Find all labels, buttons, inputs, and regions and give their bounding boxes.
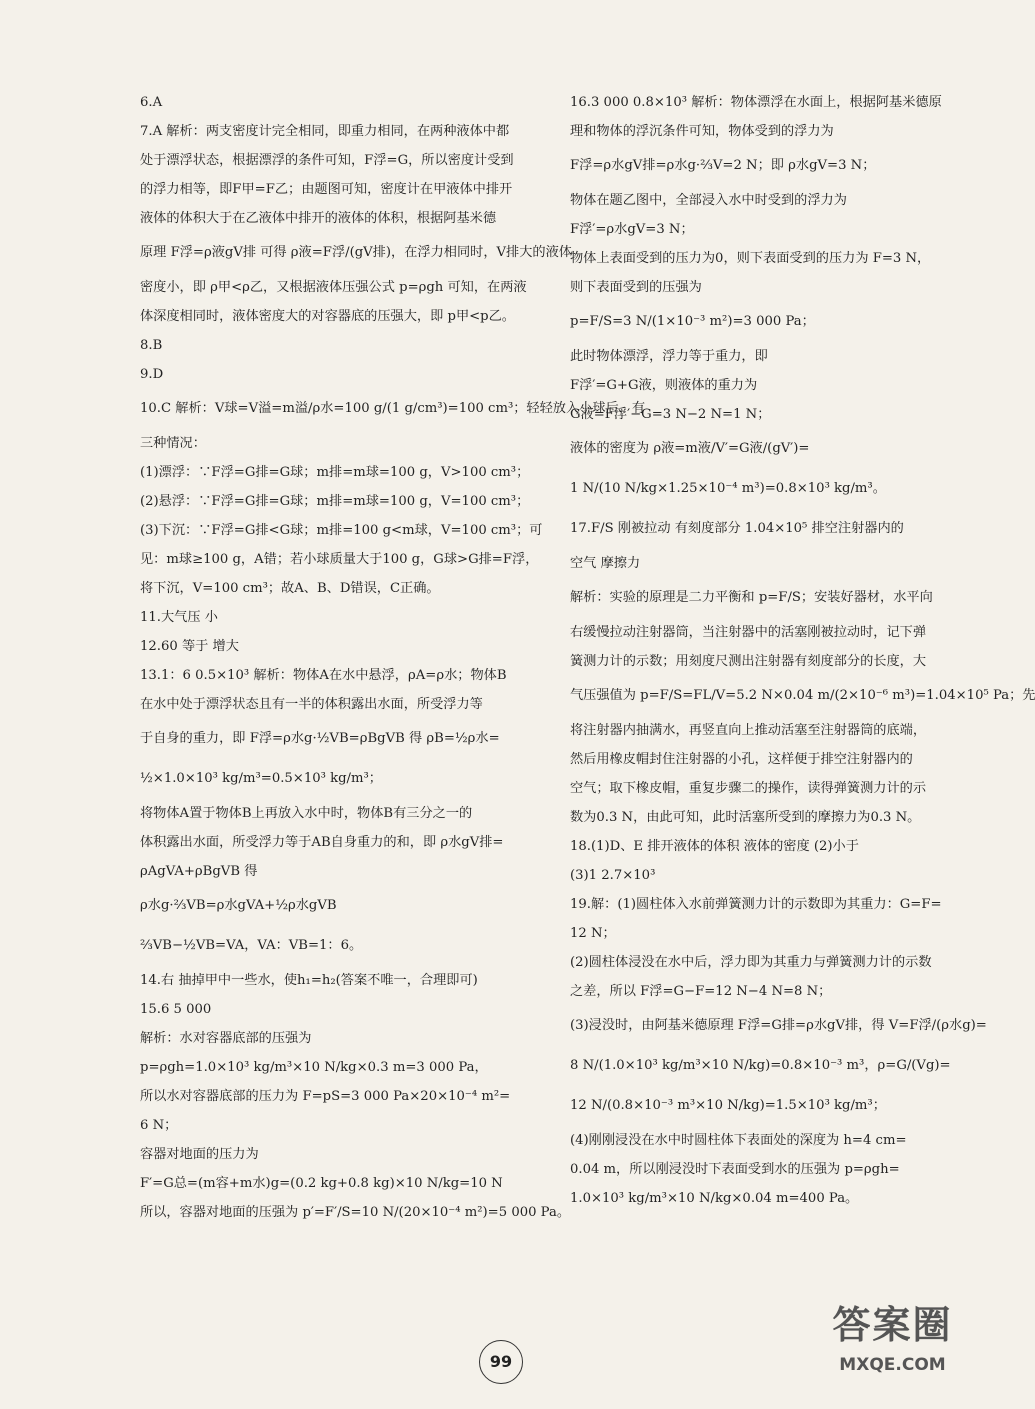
answer-16-line: 1 N/(10 N/kg×1.25×10⁻⁴ m³)=0.8×10³ kg/m³。	[570, 481, 886, 496]
answer-13-line: 将物体A置于物体B上再放入水中时，物体B有三分之一的	[140, 806, 473, 821]
answer-19-line: 之差，所以 F浮=G−F=12 N−4 N=8 N；	[570, 984, 832, 999]
answer-9: 9.D	[140, 367, 164, 382]
answer-13-line: ⅔VB−½VB=VA，VA：VB=1：6。	[140, 938, 363, 953]
right-column	[570, 88, 1035, 1213]
answer-17: 17.F/S 刚被拉动 有刻度部分 1.04×10⁵ 排空注射器内的	[570, 521, 904, 536]
answer-13-line: ρAgVA+ρBgVB 得	[140, 864, 258, 879]
page-number: 99	[479, 1340, 523, 1384]
answer-17-line: 将注射器内抽满水，再竖直向上推动活塞至注射器筒的底端，	[570, 723, 927, 738]
answer-17-line: 右缓慢拉动注射器筒，当注射器中的活塞刚被拉动时，记下弹	[570, 625, 927, 640]
answer-7: 7.A 解析：两支密度计完全相同，即重力相同，在两种液体中都	[140, 124, 510, 139]
answer-19-line: (4)刚刚浸没在水中时圆柱体下表面处的深度为 h=4 cm=	[570, 1133, 907, 1148]
answer-17-line: 数为0.3 N，由此可知，此时活塞所受到的摩擦力为0.3 N。	[570, 810, 921, 825]
answer-16: 16.3 000 0.8×10³ 解析：物体漂浮在水面上，根据阿基米德原	[570, 95, 942, 110]
answer-10: 10.C 解析：V球=V溢=m溢/ρ水=100 g/(1 g/cm³)=100 cm³；轻轻放入小球后，有	[140, 401, 646, 416]
answer-13-line: 体积露出水面，所受浮力等于AB自身重力的和，即 ρ水gV排=	[140, 835, 504, 850]
answer-19-line: 12 N/(0.8×10⁻³ m³×10 N/kg)=1.5×10³ kg/m³；	[570, 1098, 886, 1113]
answer-15-line: 6 N；	[140, 1118, 178, 1133]
answer-16-line: 液体的密度为 ρ液=m液/V′=G液/(gV′)=	[570, 441, 810, 456]
answer-7-line: 的浮力相等，即F甲=F乙；由题图可知，密度计在甲液体中排开	[140, 182, 513, 197]
answer-6: 6.A	[140, 95, 163, 110]
answer-16-line: F浮=ρ水gV排=ρ水g·⅔V=2 N；即 ρ水gV=3 N；	[570, 158, 876, 173]
answer-14: 14.右 抽掉甲中一些水，使h₁=h₂(答案不唯一，合理即可)	[140, 973, 478, 988]
answer-10-line: 三种情况：	[140, 436, 206, 451]
answer-19-line: 8 N/(1.0×10³ kg/m³×10 N/kg)=0.8×10⁻³ m³，ρ=G/(Vg)=	[570, 1058, 951, 1073]
answer-15-line: 解析：水对容器底部的压强为	[140, 1031, 312, 1046]
answer-7-line: 体深度相同时，液体密度大的对容器底的压强大，即 p甲<p乙。	[140, 309, 515, 324]
answer-13-line: 于自身的重力，即 F浮=ρ水g·½VB=ρBgVB 得 ρB=½ρ水=	[140, 731, 500, 746]
answer-7-line: 密度小，即 ρ甲<ρ乙，又根据液体压强公式 p=ρgh 可知，在两液	[140, 280, 527, 295]
answer-16-line: 此时物体漂浮，浮力等于重力，即	[570, 349, 768, 364]
answer-7-line: 液体的体积大于在乙液体中排开的液体的体积，根据阿基米德	[140, 211, 497, 226]
answer-13-line: 在水中处于漂浮状态且有一半的体积露出水面，所受浮力等	[140, 697, 483, 712]
answer-16-line: 理和物体的浮沉条件可知，物体受到的浮力为	[570, 124, 834, 139]
answer-16-line: F浮′=G+G液，则液体的重力为	[570, 378, 758, 393]
answer-17-line: 然后用橡皮帽封住注射器的小孔，这样便于排空注射器内的	[570, 752, 913, 767]
answer-16-line: 则下表面受到的压强为	[570, 280, 702, 295]
answer-18: 18.(1)D、E 排开液体的体积 液体的密度 (2)小于	[570, 839, 859, 854]
answer-19-line: (3)浸没时，由阿基米德原理 F浮=G排=ρ水gV排，得 V=F浮/(ρ水g)=	[570, 1018, 987, 1033]
answer-13: 13.1：6 0.5×10³ 解析：物体A在水中悬浮，ρA=ρ水；物体B	[140, 668, 507, 683]
answer-16-line: p=F/S=3 N/(1×10⁻³ m²)=3 000 Pa；	[570, 314, 815, 329]
watermark-url: MXQE.COM	[839, 1355, 946, 1375]
answer-17-line: 解析：实验的原理是二力平衡和 p=F/S；安装好器材，水平向	[570, 590, 933, 605]
answer-18-line: (3)1 2.7×10³	[570, 868, 656, 883]
answer-10-line: (3)下沉：∵F浮=G排<G球；m排=100 g<m球，V=100 cm³；可	[140, 523, 543, 538]
answer-17-line: 簧测力计的示数；用刻度尺测出注射器有刻度部分的长度，大	[570, 654, 927, 669]
answer-10-line: 将下沉，V=100 cm³；故A、B、D错误，C正确。	[140, 581, 440, 596]
answer-16-line: 物体上表面受到的压力为0，则下表面受到的压力为 F=3 N，	[570, 251, 931, 266]
answer-15-line: p=ρgh=1.0×10³ kg/m³×10 N/kg×0.3 m=3 000 Pa，	[140, 1060, 488, 1075]
answer-10-line: (2)悬浮：∵F浮=G排=G球；m排=m球=100 g，V=100 cm³；	[140, 494, 530, 509]
answer-15-line: F′=G总=(m容+m水)g=(0.2 kg+0.8 kg)×10 N/kg=10 N	[140, 1176, 503, 1191]
answer-16-line: 物体在题乙图中，全部浸入水中时受到的浮力为	[570, 193, 847, 208]
answer-17-line: 空气；取下橡皮帽，重复步骤二的操作，读得弹簧测力计的示	[570, 781, 927, 796]
answer-13-line: ρ水g·⅔VB=ρ水gVA+½ρ水gVB	[140, 898, 337, 913]
answer-16-line: G液=F浮′−G=3 N−2 N=1 N；	[570, 407, 771, 422]
answer-17-line: 空气 摩擦力	[570, 556, 641, 571]
answer-7-line: 原理 F浮=ρ液gV排 可得 ρ液=F浮/(gV排)，在浮力相同时，V排大的液体	[140, 245, 572, 260]
answer-12: 12.60 等于 增大	[140, 639, 239, 654]
answer-11: 11.大气压 小	[140, 610, 218, 625]
answer-13-line: ½×1.0×10³ kg/m³=0.5×10³ kg/m³；	[140, 771, 382, 786]
answer-19-line: 1.0×10³ kg/m³×10 N/kg×0.04 m=400 Pa。	[570, 1191, 859, 1206]
answer-15-line: 容器对地面的压力为	[140, 1147, 259, 1162]
watermark-text: 答案圈	[832, 1303, 953, 1347]
answer-19-line: (2)圆柱体浸没在水中后，浮力即为其重力与弹簧测力计的示数	[570, 955, 932, 970]
answer-15-line: 所以，容器对地面的压强为 p′=F′/S=10 N/(20×10⁻⁴ m²)=5 000 Pa。	[140, 1205, 571, 1220]
answer-10-line: 见：m球≥100 g，A错；若小球质量大于100 g，G球>G排=F浮，	[140, 552, 539, 567]
answer-7-line: 处于漂浮状态，根据漂浮的条件可知，F浮=G，所以密度计受到	[140, 153, 514, 168]
answer-17-line: 气压强值为 p=F/S=FL/V=5.2 N×0.04 m/(2×10⁻⁶ m³)=1.04×10⁵ Pa；先	[570, 688, 1035, 703]
answer-15: 15.6 5 000	[140, 1002, 212, 1017]
answer-8: 8.B	[140, 338, 163, 353]
answer-10-line: (1)漂浮：∵F浮=G排=G球；m排=m球=100 g，V>100 cm³；	[140, 465, 530, 480]
answer-15-line: 所以水对容器底部的压力为 F=pS=3 000 Pa×20×10⁻⁴ m²=	[140, 1089, 511, 1104]
answer-19-line: 0.04 m，所以刚浸没时下表面受到水的压强为 p=ρgh=	[570, 1162, 900, 1177]
answer-16-line: F浮′=ρ水gV=3 N；	[570, 222, 694, 237]
answer-19-line: 12 N；	[570, 926, 616, 941]
watermark-logo	[800, 1300, 985, 1395]
answer-19: 19.解：(1)圆柱体入水前弹簧测力计的示数即为其重力：G=F=	[570, 897, 942, 912]
